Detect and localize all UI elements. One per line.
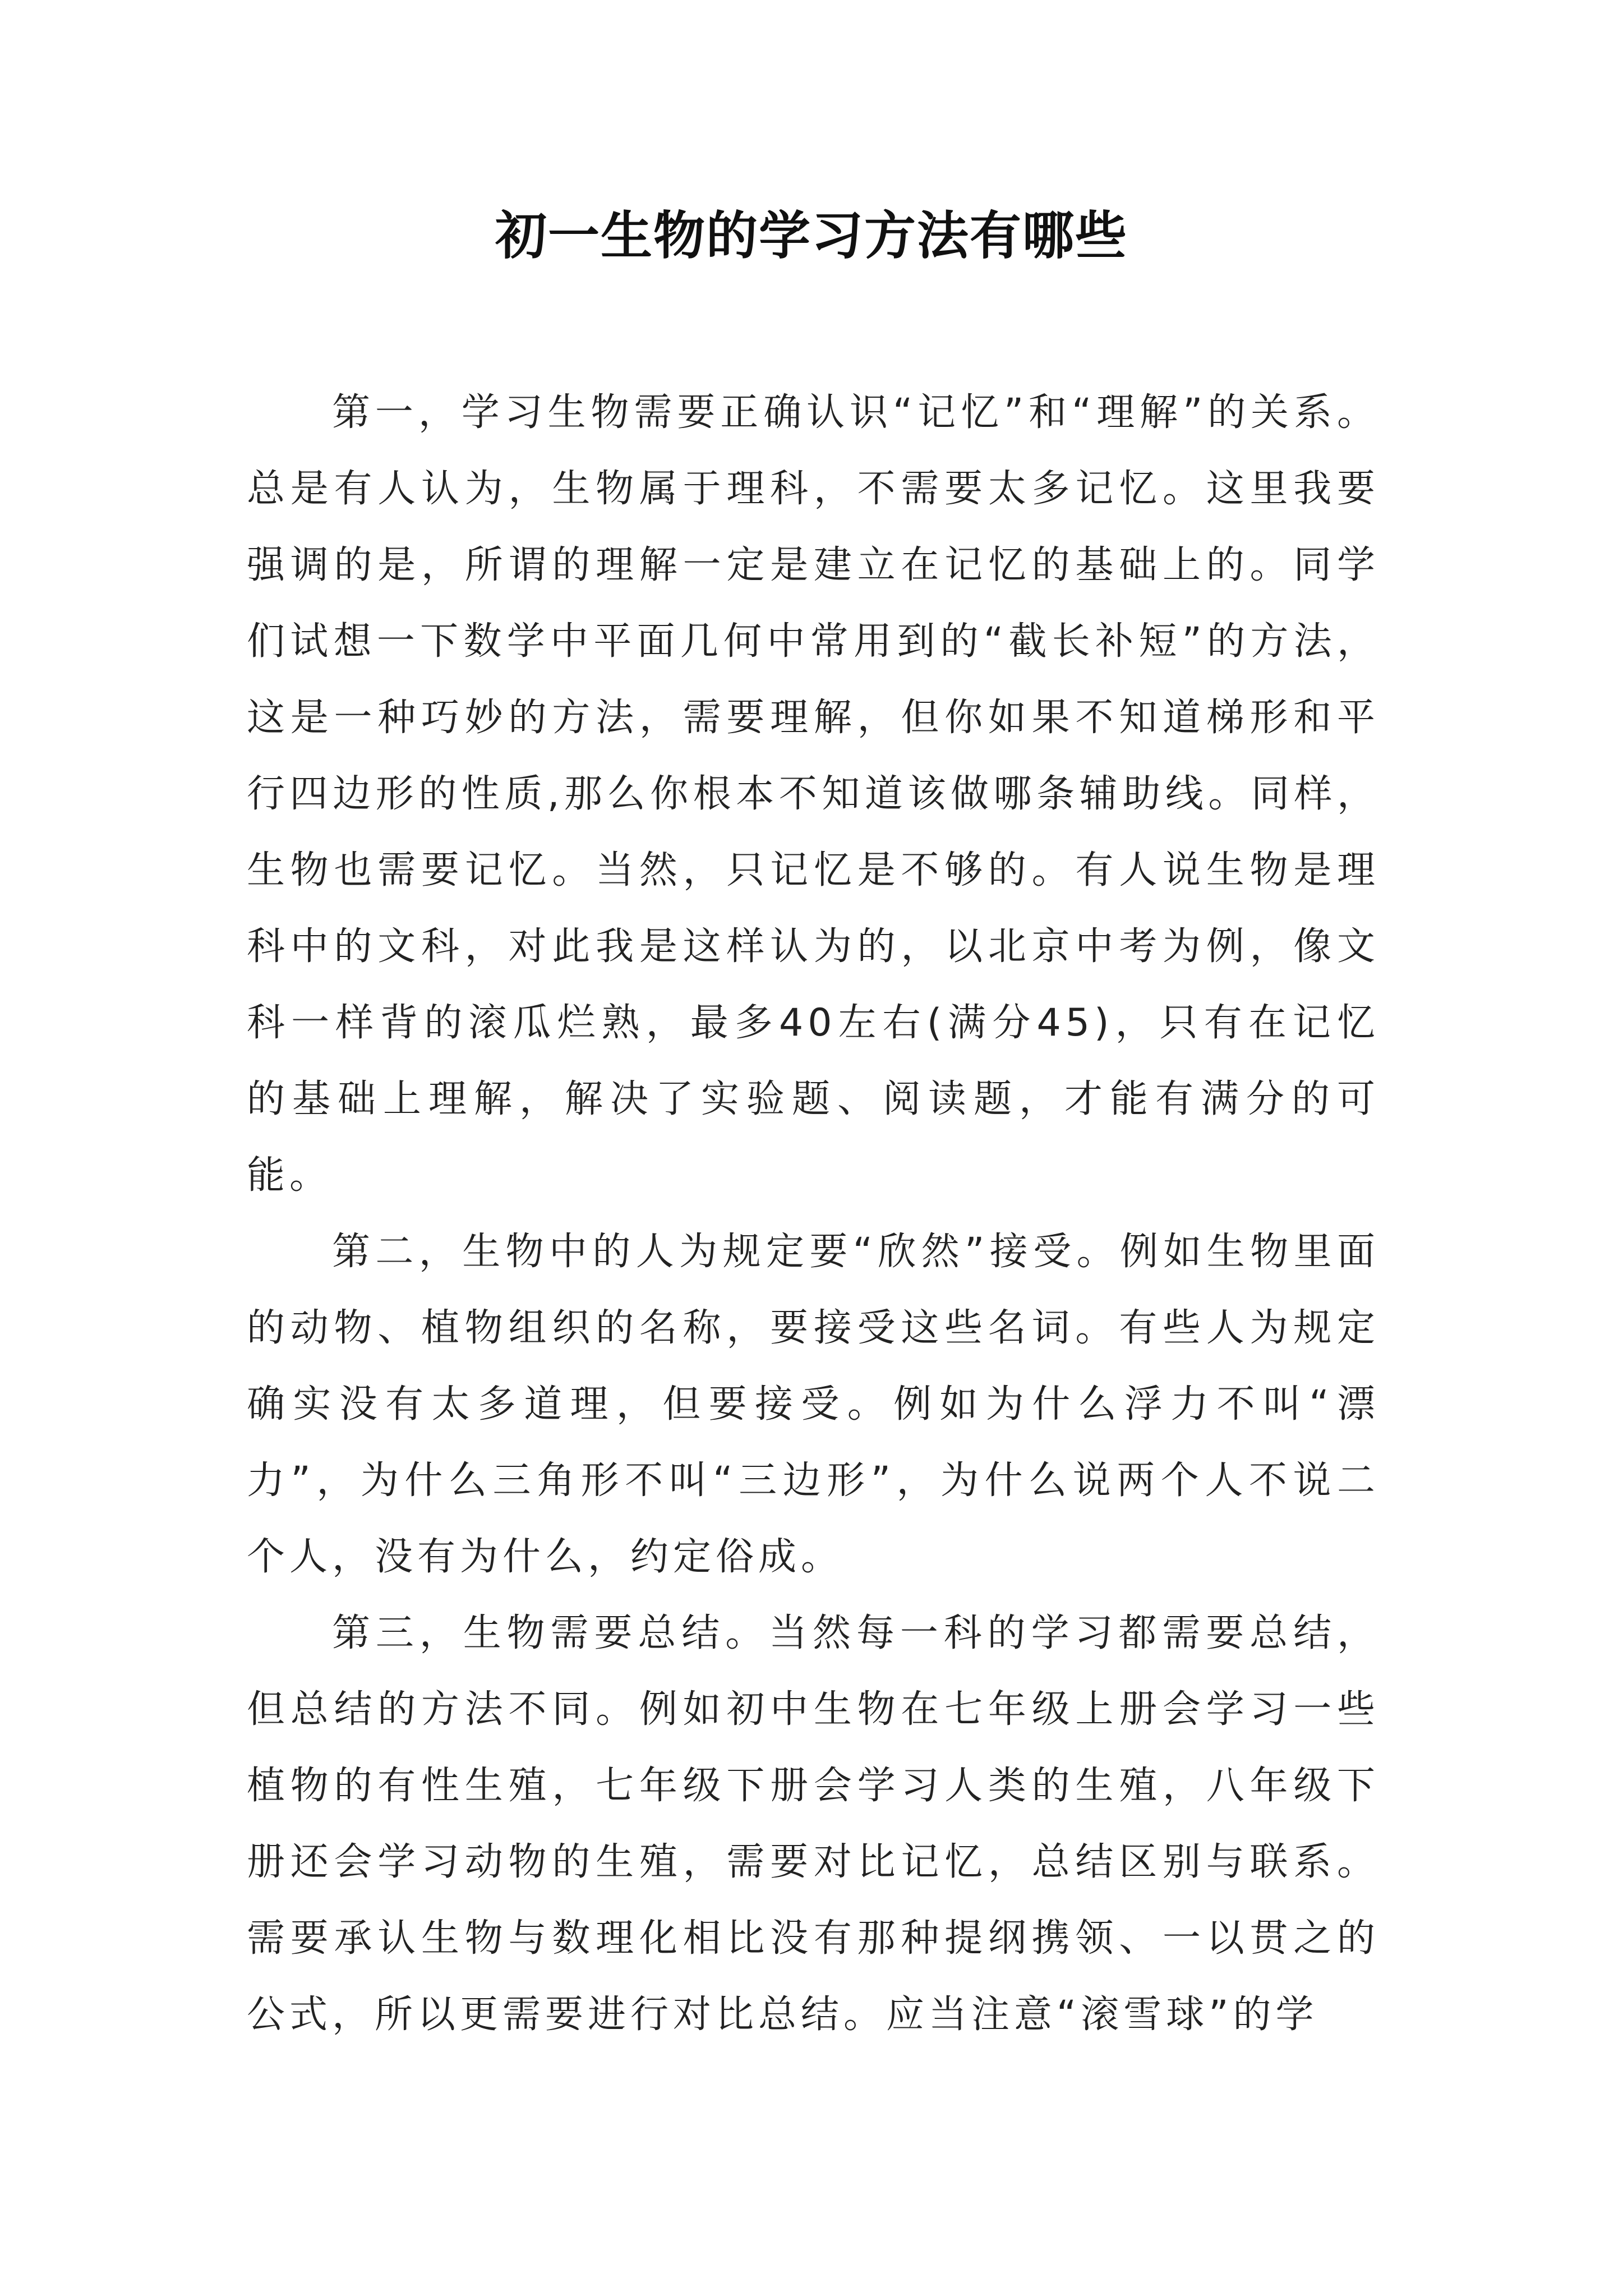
paragraph-2: 第二，生物中的人为规定要“欣然”接受。例如生物里面的动物、植物组织的名称，要接受这些名词。有些人为规定确实没有太多道理，但要接受。例如为什么浮力不叫“漂力”，为什么三角形不叫“三边形”，为什么说两个人不说二个人，没有为什么，约定俗成。 bbox=[247, 1230, 1380, 1579]
paragraph-1: 第一，学习生物需要正确认识“记忆”和“理解”的关系。总是有人认为，生物属于理科，不需要太多记忆。这里我要强调的是，所谓的理解一定是建立在记忆的基础上的。同学们试想一下数学中平面几何中常用到的“截长补短”的方法，这是一种巧妙的方法，需要理解，但你如果不知道梯形和平行四边形的性质,那么你根本不知道该做哪条辅助线。同样，生物也需要记忆。当然，只记忆是不够的。有人说生物是理科中的文科，对此我是这样认为的，以北京中考为例，像文科一样背的滚瓜烂熟，最多40左右(满分45)，只有在记忆的基础上理解，解决了实验题、阅读题，才能有满分的可能。 bbox=[247, 390, 1380, 1198]
paragraph-3: 第三，生物需要总结。当然每一科的学习都需要总结，但总结的方法不同。例如初中生物在七年级上册会学习一些植物的有性生殖，七年级下册会学习人类的生殖，八年级下册还会学习动物的生殖，需要对比记忆，总结区别与联系。需要承认生物与数理化相比没有那种提纲携领、一以贯之的公式，所以更需要进行对比总结。应当注意“滚雪球”的学 bbox=[247, 1611, 1380, 2037]
document-body bbox=[247, 375, 1380, 2053]
document-title: 初一生物的学习方法有哪些 bbox=[495, 205, 1128, 266]
